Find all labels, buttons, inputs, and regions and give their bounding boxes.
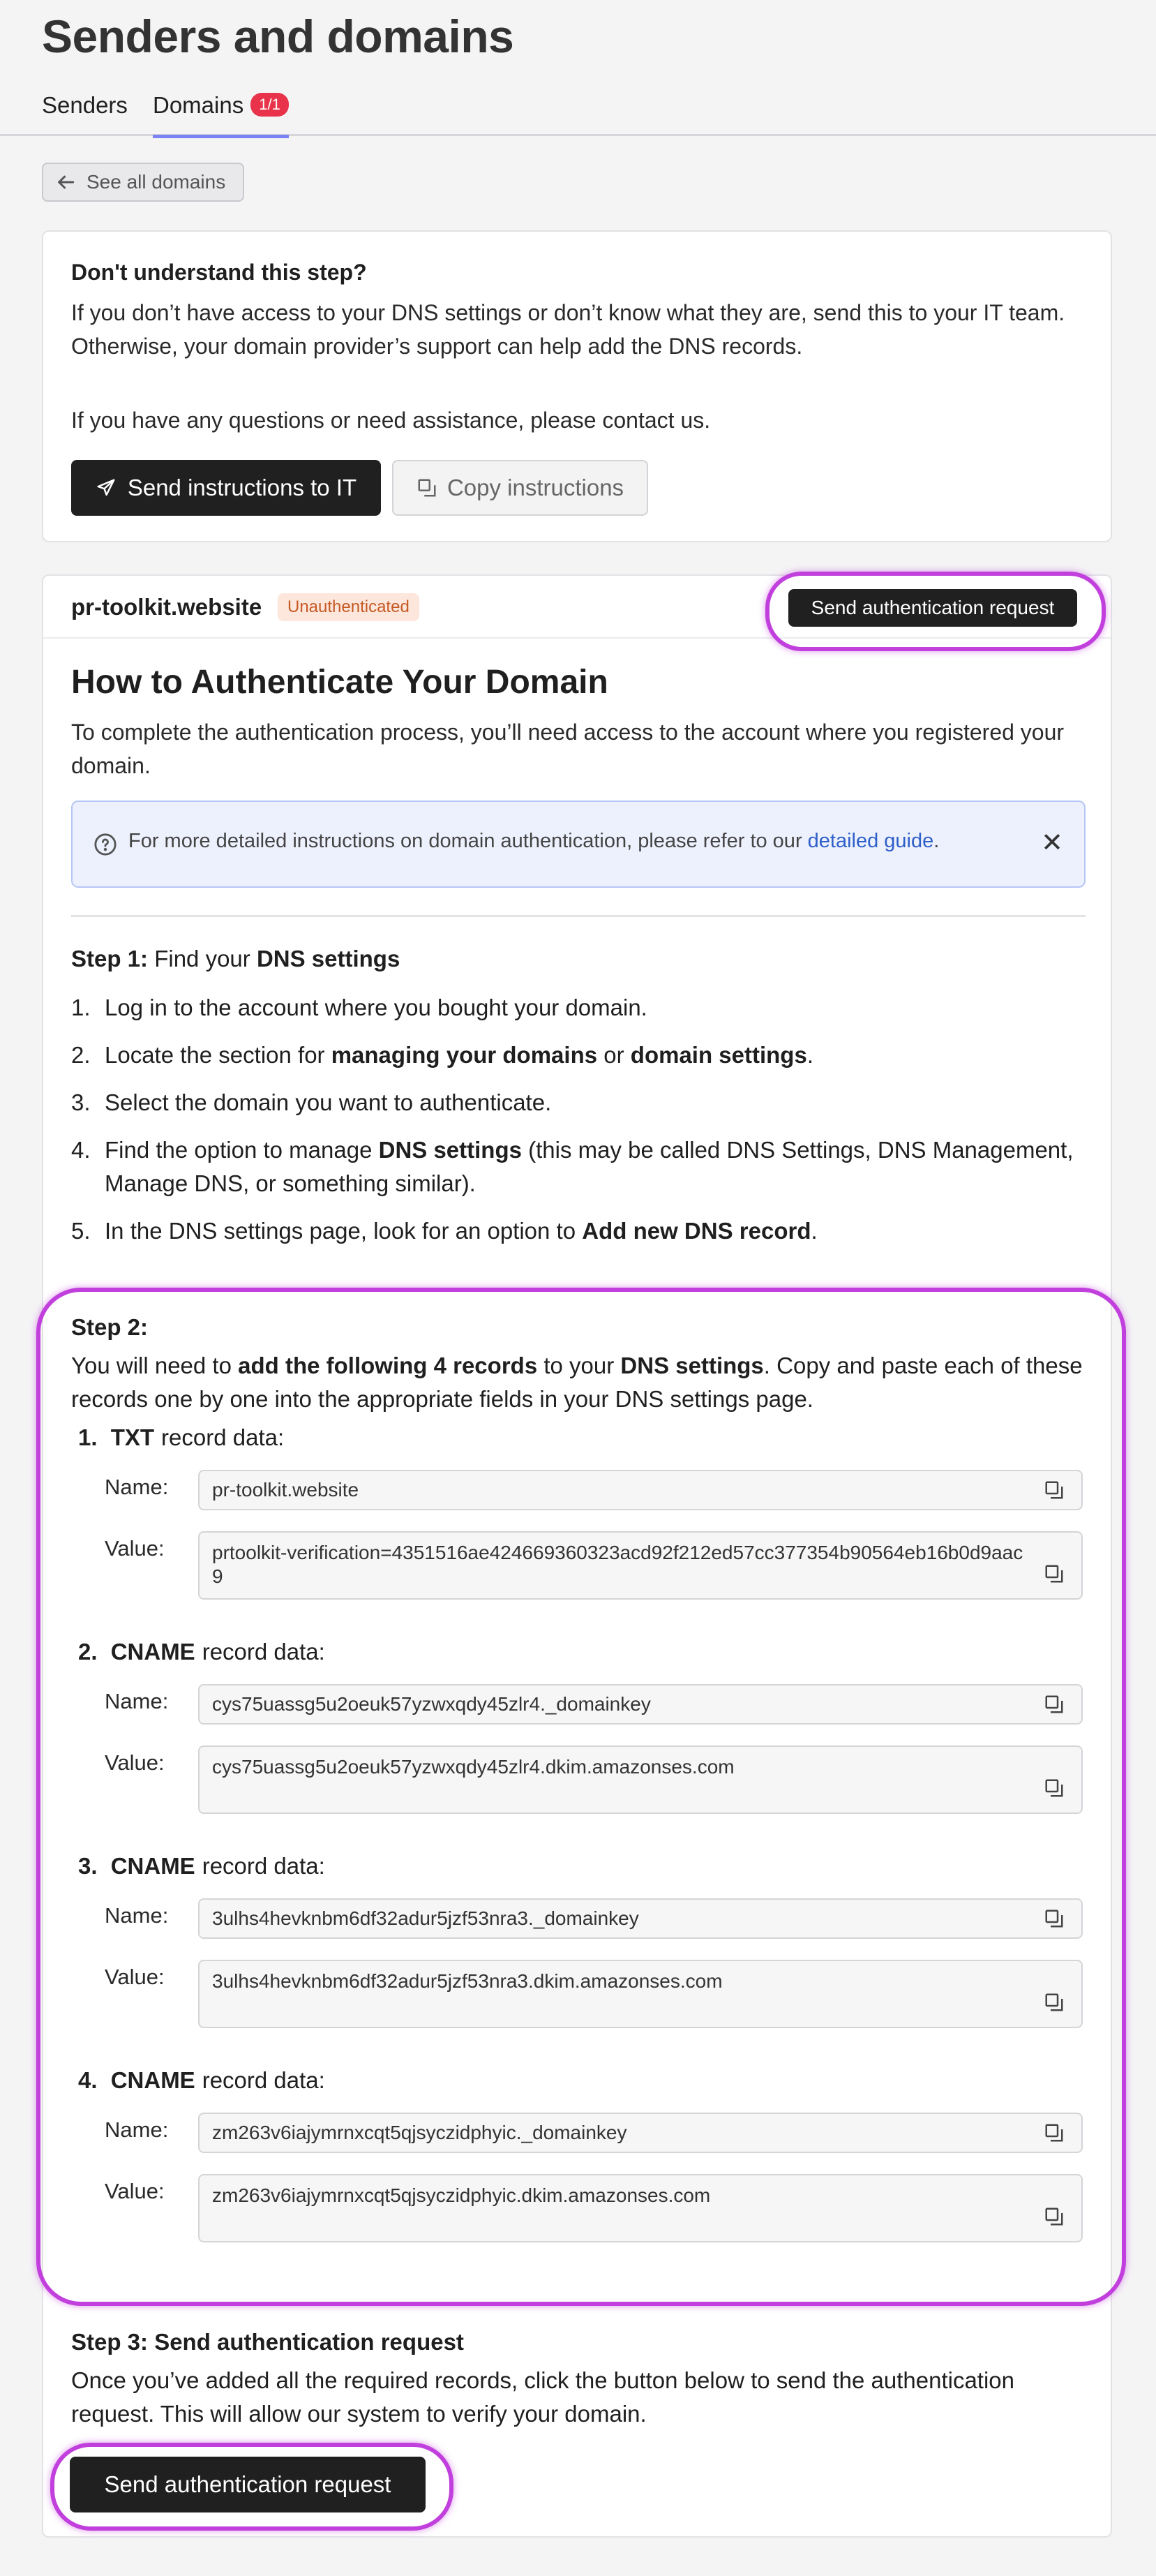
step2-text-mid: to your (537, 1353, 621, 1378)
record-value-field[interactable] (198, 1531, 1083, 1600)
copy-icon[interactable] (1044, 1908, 1065, 1929)
step3-text: Once you’ve added all the required records, click the button below to send the authentication request. This will allow our system to verify your domain. (71, 2367, 1015, 2427)
value-label: Value: (105, 2179, 165, 2203)
status-badge: Unauthenticated (278, 593, 419, 621)
step1-title (71, 946, 400, 972)
paper-plane-icon (96, 477, 117, 498)
record-name-value: 3ulhs4hevknbm6df32adur5jzf53nra3._domainkey (212, 1907, 639, 1929)
copy-instructions-label: Copy instructions (446, 475, 624, 500)
send-instructions-button[interactable] (71, 460, 381, 516)
step1-item-bold: managing your domains (331, 1042, 598, 1068)
tab-senders-label: Senders (42, 92, 128, 118)
guide-title: How to Authenticate Your Domain (71, 664, 608, 701)
divider (71, 915, 1086, 917)
name-label: Name: (105, 1689, 169, 1713)
step2-text-post: . Copy and paste each of these records one by one into the appropriate fields in your DNS settings page. (71, 1353, 1083, 1412)
copy-icon[interactable] (1044, 1694, 1065, 1715)
step1-item-text: . (811, 1218, 818, 1244)
record-name-field[interactable] (198, 1898, 1083, 1939)
send-instructions-label: Send instructions to IT (127, 475, 357, 500)
step2-title: Step 2: (71, 1314, 149, 1340)
copy-icon[interactable] (1044, 1992, 1065, 2013)
record-name-field[interactable] (198, 1684, 1083, 1725)
tab-bar (0, 85, 1156, 136)
step2-text-bold1: add the following 4 records (238, 1353, 538, 1378)
help-text: If you don’t have access to your DNS settings or don’t know what they are, send this to your IT team. Otherwise, your domain provider’s support can help add the DNS records. (71, 300, 1065, 359)
page-title: Senders and domains (42, 10, 514, 62)
record-heading (78, 1853, 325, 1879)
record-value-text: zm263v6iajymrnxcqt5qjsyczidphyic.dkim.amazonses.com (212, 2184, 711, 2206)
tab-domains[interactable] (153, 92, 289, 138)
step1-item (71, 1214, 1090, 1248)
record-type: CNAME (110, 1639, 195, 1665)
arrow-left-icon (54, 171, 77, 193)
domain-card-header (43, 576, 1111, 639)
help-card (42, 230, 1112, 542)
step2-text-pre: You will need to (71, 1353, 239, 1378)
step1-item-text: or (597, 1042, 631, 1068)
record-name-value: zm263v6iajymrnxcqt5qjsyczidphyic._domainkey (212, 2122, 627, 2143)
step1-item-text: Locate the section for (105, 1042, 331, 1068)
help-title: Don't understand this step? (71, 260, 367, 285)
step1-item-text: Log in to the account where you bought your domain. (105, 995, 647, 1020)
record-suffix: record data: (202, 1639, 325, 1665)
step1-title-text: Find your (148, 946, 257, 971)
record-name-value: cys75uassg5u2oeuk57yzwxqdy45zlr4._domainkey (212, 1693, 651, 1715)
info-banner (71, 801, 1086, 888)
step1-label: Step 1: (71, 946, 149, 971)
close-icon[interactable]: ✕ (1041, 828, 1063, 858)
record-name-field[interactable] (198, 1470, 1083, 1510)
step1-item-bold: domain settings (630, 1042, 807, 1068)
step1-item-bold: Add new DNS record (582, 1218, 811, 1244)
record-suffix: record data: (202, 2067, 325, 2093)
step1-item-text: . (806, 1042, 813, 1068)
record-value-text: cys75uassg5u2oeuk57yzwxqdy45zlr4.dkim.amazonses.com (212, 1756, 735, 1778)
step1-item-text: Find the option to manage (105, 1137, 379, 1163)
step1-item-number: 5. (71, 1218, 91, 1244)
info-text-body: For more detailed instructions on domain authentication, please refer to our (128, 830, 808, 852)
info-text-suffix: . (933, 830, 940, 852)
step1-item-number: 4. (71, 1137, 91, 1163)
record-heading (78, 1424, 284, 1451)
record-value-field[interactable] (198, 1745, 1083, 1814)
step1-item-number: 3. (71, 1089, 91, 1115)
record-type: CNAME (110, 1853, 195, 1879)
step2-text (71, 1349, 1083, 1416)
question-circle-icon (93, 833, 117, 856)
step1-item (71, 991, 1090, 1025)
record-heading (78, 2067, 325, 2094)
record-name-value: pr-toolkit.website (212, 1479, 359, 1501)
guide-intro: To complete the authentication process, you’ll need access to the account where you registered your domain. (71, 720, 1065, 778)
copy-icon[interactable] (1044, 2206, 1065, 2227)
value-label: Value: (105, 1750, 165, 1775)
value-label: Value: (105, 1965, 165, 1989)
copy-icon[interactable] (1044, 1778, 1065, 1799)
send-auth-request-button-bottom[interactable]: Send authentication request (70, 2457, 426, 2512)
domain-auth-card (42, 574, 1112, 2538)
step1-item-text: (this may be called DNS Settings, DNS Management, Manage DNS, or something similar). (105, 1137, 1074, 1196)
copy-icon (416, 477, 437, 498)
step1-item-text: Select the domain you want to authenticate. (105, 1089, 552, 1115)
help-contact-text: If you have any questions or need assistance, please contact us. (71, 408, 711, 433)
step1-item (71, 1038, 1090, 1072)
step1-item-number: 1. (71, 995, 91, 1020)
step3-title: Step 3: Send authentication request (71, 2329, 464, 2355)
step1-item (71, 1133, 1090, 1200)
record-name-field[interactable] (198, 2113, 1083, 2153)
detailed-guide-link[interactable]: detailed guide (807, 830, 934, 852)
copy-icon[interactable] (1044, 2122, 1065, 2143)
record-type: TXT (110, 1424, 155, 1450)
step1-item-bold: DNS settings (378, 1137, 522, 1163)
value-label: Value: (105, 1536, 165, 1561)
record-value-text: 3ulhs4hevknbm6df32adur5jzf53nra3.dkim.amazonses.com (212, 1970, 723, 1992)
step1-title-bold: DNS settings (256, 946, 400, 971)
tab-domains-label: Domains (153, 92, 244, 118)
name-label: Name: (105, 2117, 169, 2142)
step1-item-number: 2. (71, 1042, 91, 1068)
name-label: Name: (105, 1475, 169, 1499)
record-value-field[interactable] (198, 2174, 1083, 2242)
domain-name: pr-toolkit.website (71, 594, 262, 620)
name-label: Name: (105, 1903, 169, 1928)
copy-icon[interactable] (1044, 1563, 1065, 1584)
step1-item-text: In the DNS settings page, look for an option to (105, 1218, 583, 1244)
record-number: 4. (78, 2067, 98, 2093)
record-value-text: prtoolkit-verification=4351516ae424669360323acd92f212ed57cc377354b90564eb16b0d9aac9 (212, 1542, 1023, 1587)
record-suffix: record data: (202, 1853, 325, 1879)
info-text (128, 830, 939, 853)
record-heading (78, 1639, 325, 1665)
copy-instructions-button[interactable] (392, 460, 648, 516)
see-all-domains-label: See all domains (87, 171, 226, 193)
record-number: 1. (78, 1424, 98, 1450)
record-type: CNAME (110, 2067, 195, 2093)
domains-count-badge: 1/1 (250, 93, 289, 117)
tab-senders[interactable] (42, 92, 128, 119)
record-suffix: record data: (161, 1424, 285, 1450)
record-number: 3. (78, 1853, 98, 1879)
step1-list (71, 991, 1090, 1262)
see-all-domains-button[interactable] (42, 163, 244, 202)
step1-item (71, 1086, 1090, 1119)
record-number: 2. (78, 1639, 98, 1665)
step2-text-bold2: DNS settings (620, 1353, 764, 1378)
copy-icon[interactable] (1044, 1480, 1065, 1501)
send-auth-request-button-top[interactable]: Send authentication request (788, 589, 1077, 627)
record-value-field[interactable] (198, 1960, 1083, 2028)
